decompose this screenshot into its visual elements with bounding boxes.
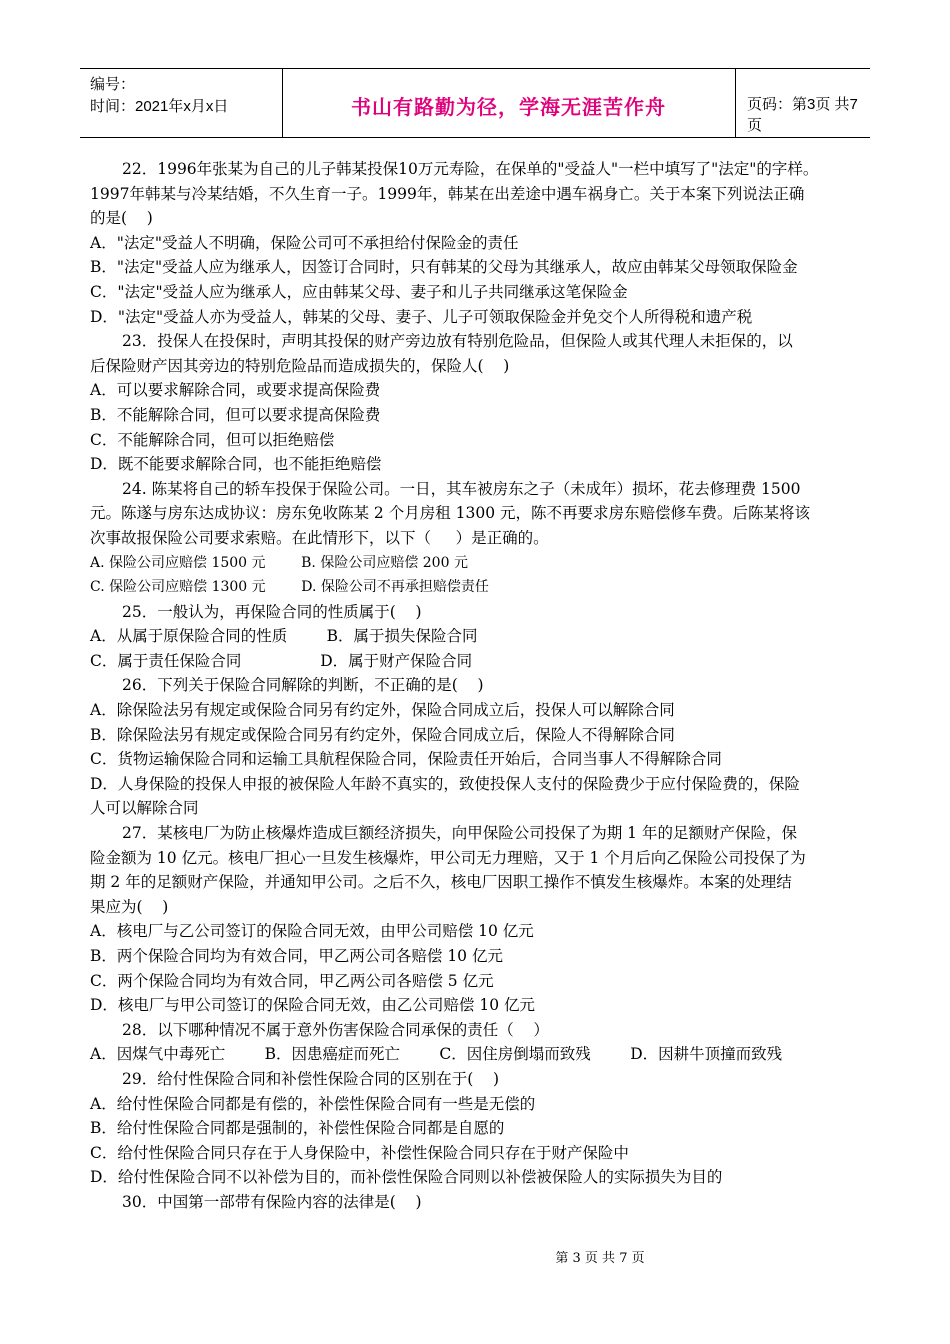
question-23-line-2: 后保险财产因其旁边的特别危险品而造成损失的，保险人( ) — [90, 356, 510, 375]
question-28-options: A．因煤气中毒死亡 B．因患癌症而死亡 C．因住房倒塌而致残 D．因耕牛顶撞而致残 — [90, 1045, 783, 1064]
question-27-option-c: C．两个保险合同均为有效合同，甲乙两公司各赔偿 5 亿元 — [90, 971, 494, 990]
question-27-line-4: 果应为( ) — [90, 897, 169, 916]
header-page-cell — [735, 69, 870, 137]
question-27-line-2: 险金额为 10 亿元。核电厂担心一旦发生核爆炸，甲公司无力理赔，又于 1 个月后向乙保险公司投保了为 — [90, 848, 806, 867]
page-header — [80, 68, 870, 138]
question-22-line-2: 1997年韩某与冷某结婚，不久生育一子。1999年，韩某在出差途中遇车祸身亡。关于本案下列说法正确 — [90, 184, 805, 203]
question-28-line-1: 28．以下哪种情况不属于意外伤害保险合同承保的责任（ ） — [122, 1020, 549, 1039]
question-29-line-1: 29．给付性保险合同和补偿性保险合同的区别在于( ) — [122, 1069, 500, 1088]
question-23-option-a: A．可以要求解除合同，或要求提高保险费 — [90, 381, 381, 400]
question-24-line-2: 元。陈遂与房东达成协议：房东免收陈某 2 个月房租 1300 元，陈不再要求房东赔偿修车费。后陈某将该 — [90, 504, 811, 523]
question-23-line-1: 23．投保人在投保时，声明其投保的财产旁边放有特别危险品，但保险人或其代理人未拒保的，以 — [122, 332, 793, 351]
header-left-cell — [80, 69, 283, 137]
question-25-options-ab: A．从属于原保险合同的性质 B．属于损失保险合同 — [90, 627, 478, 646]
question-27-line-1: 27．某核电厂为防止核爆炸造成巨额经济损失，向甲保险公司投保了为期 1 年的足额财产保险，保 — [122, 824, 797, 843]
question-26-option-d-line-1: D．人身保险的投保人申报的被保险人年龄不真实的，致使投保人支付的保险费少于应付保险费的，保险 — [90, 774, 800, 793]
question-22-line-1: 22．1996年张某为自己的儿子韩某投保10万元寿险，在保单的"受益人"一栏中填写了"法定"的字样。 — [122, 160, 819, 178]
question-29-option-b: B．给付性保险合同都是强制的，补偿性保险合同都是自愿的 — [90, 1119, 505, 1138]
question-27-option-b: B．两个保险合同均为有效合同，甲乙两公司各赔偿 10 亿元 — [90, 947, 503, 965]
question-25-line-1: 25．一般认为，再保险合同的性质属于( ) — [122, 602, 422, 621]
question-27-line-3: 期 2 年的足额财产保险，并通知甲公司。之后不久，核电厂因职工操作不慎发生核爆炸。本案的处理结 — [90, 873, 792, 892]
question-25-options-cd: C．属于责任保险合同 D．属于财产保险合同 — [90, 651, 473, 670]
time-label: 时间：2021年x月x日 — [90, 98, 229, 115]
question-26-option-d-line-2: 人可以解除合同 — [90, 799, 199, 818]
question-26-option-b: B．除保险法另有规定或保险合同另有约定外，保险合同成立后，保险人不得解除合同 — [90, 725, 675, 744]
question-24-line-3: 次事故报保险公司要求索赔。在此情形下，以下（ ）是正确的。 — [90, 528, 549, 547]
question-22-line-3: 的是( ) — [90, 209, 153, 228]
question-22-option-c: C．"法定"受益人应为继承人，应由韩某父母、妻子和儿子共同继承这笔保险金 — [90, 282, 628, 301]
question-26-option-a: A．除保险法另有规定或保险合同另有约定外，保险合同成立后，投保人可以解除合同 — [90, 701, 675, 720]
question-23-option-b: B．不能解除合同，但可以要求提高保险费 — [90, 405, 381, 424]
serial-label: 编号： — [90, 76, 136, 93]
question-22-option-d: D．"法定"受益人亦为受益人，韩某的父母、妻子、儿子可领取保险金并免交个人所得税和遗产税 — [90, 307, 753, 326]
question-22-option-a: A．"法定"受益人不明确，保险公司可不承担给付保险金的责任 — [90, 233, 519, 252]
question-26-option-c: C．货物运输保险合同和运输工具航程保险合同，保险责任开始后，合同当事人不得解除合同 — [90, 750, 722, 769]
page-footer: 第 3 页 共 7 页 — [555, 1251, 645, 1266]
header-motto-cell — [282, 69, 736, 137]
question-22-option-b: B．"法定"受益人应为继承人，因签订合同时，只有韩某的父母为其继承人，故应由韩某父母领取保险金 — [90, 258, 798, 277]
page-info: 页码：第3页 共7页 — [747, 96, 858, 134]
question-24-options-cd: C. 保险公司应赔偿 1300 元 D. 保险公司不再承担赔偿责任 — [90, 579, 489, 596]
question-29-option-d: D．给付性保险合同不以补偿为目的，而补偿性保险合同则以补偿被保险人的实际损失为目的 — [90, 1168, 723, 1187]
question-24-options-ab: A. 保险公司应赔偿 1500 元 B. 保险公司应赔偿 200 元 — [90, 554, 468, 571]
question-23-option-d: D．既不能要求解除合同，也不能拒绝赔偿 — [90, 455, 382, 474]
question-24-line-1: 24. 陈某将自己的轿车投保于保险公司。一日，其车被房东之子（未成年）损坏，花去修理费 1500 — [122, 479, 801, 498]
question-27-option-d: D．核电厂与甲公司签订的保险合同无效，由乙公司赔偿 10 亿元 — [90, 996, 536, 1015]
question-30-line-1: 30．中国第一部带有保险内容的法律是( ) — [122, 1192, 422, 1211]
question-23-option-c: C．不能解除合同，但可以拒绝赔偿 — [90, 430, 335, 449]
question-29-option-a: A．给付性保险合同都是有偿的，补偿性保险合同有一些是无偿的 — [90, 1094, 536, 1113]
document-body — [90, 157, 872, 1215]
question-27-option-a: A．核电厂与乙公司签订的保险合同无效，由甲公司赔偿 10 亿元 — [90, 922, 534, 941]
motto-text: 书山有路勤为径，学海无涯苦作舟 — [351, 95, 666, 119]
question-29-option-c: C．给付性保险合同只存在于人身保险中，补偿性保险合同只存在于财产保险中 — [90, 1143, 629, 1162]
question-26-line-1: 26．下列关于保险合同解除的判断，不正确的是( ) — [122, 676, 484, 695]
